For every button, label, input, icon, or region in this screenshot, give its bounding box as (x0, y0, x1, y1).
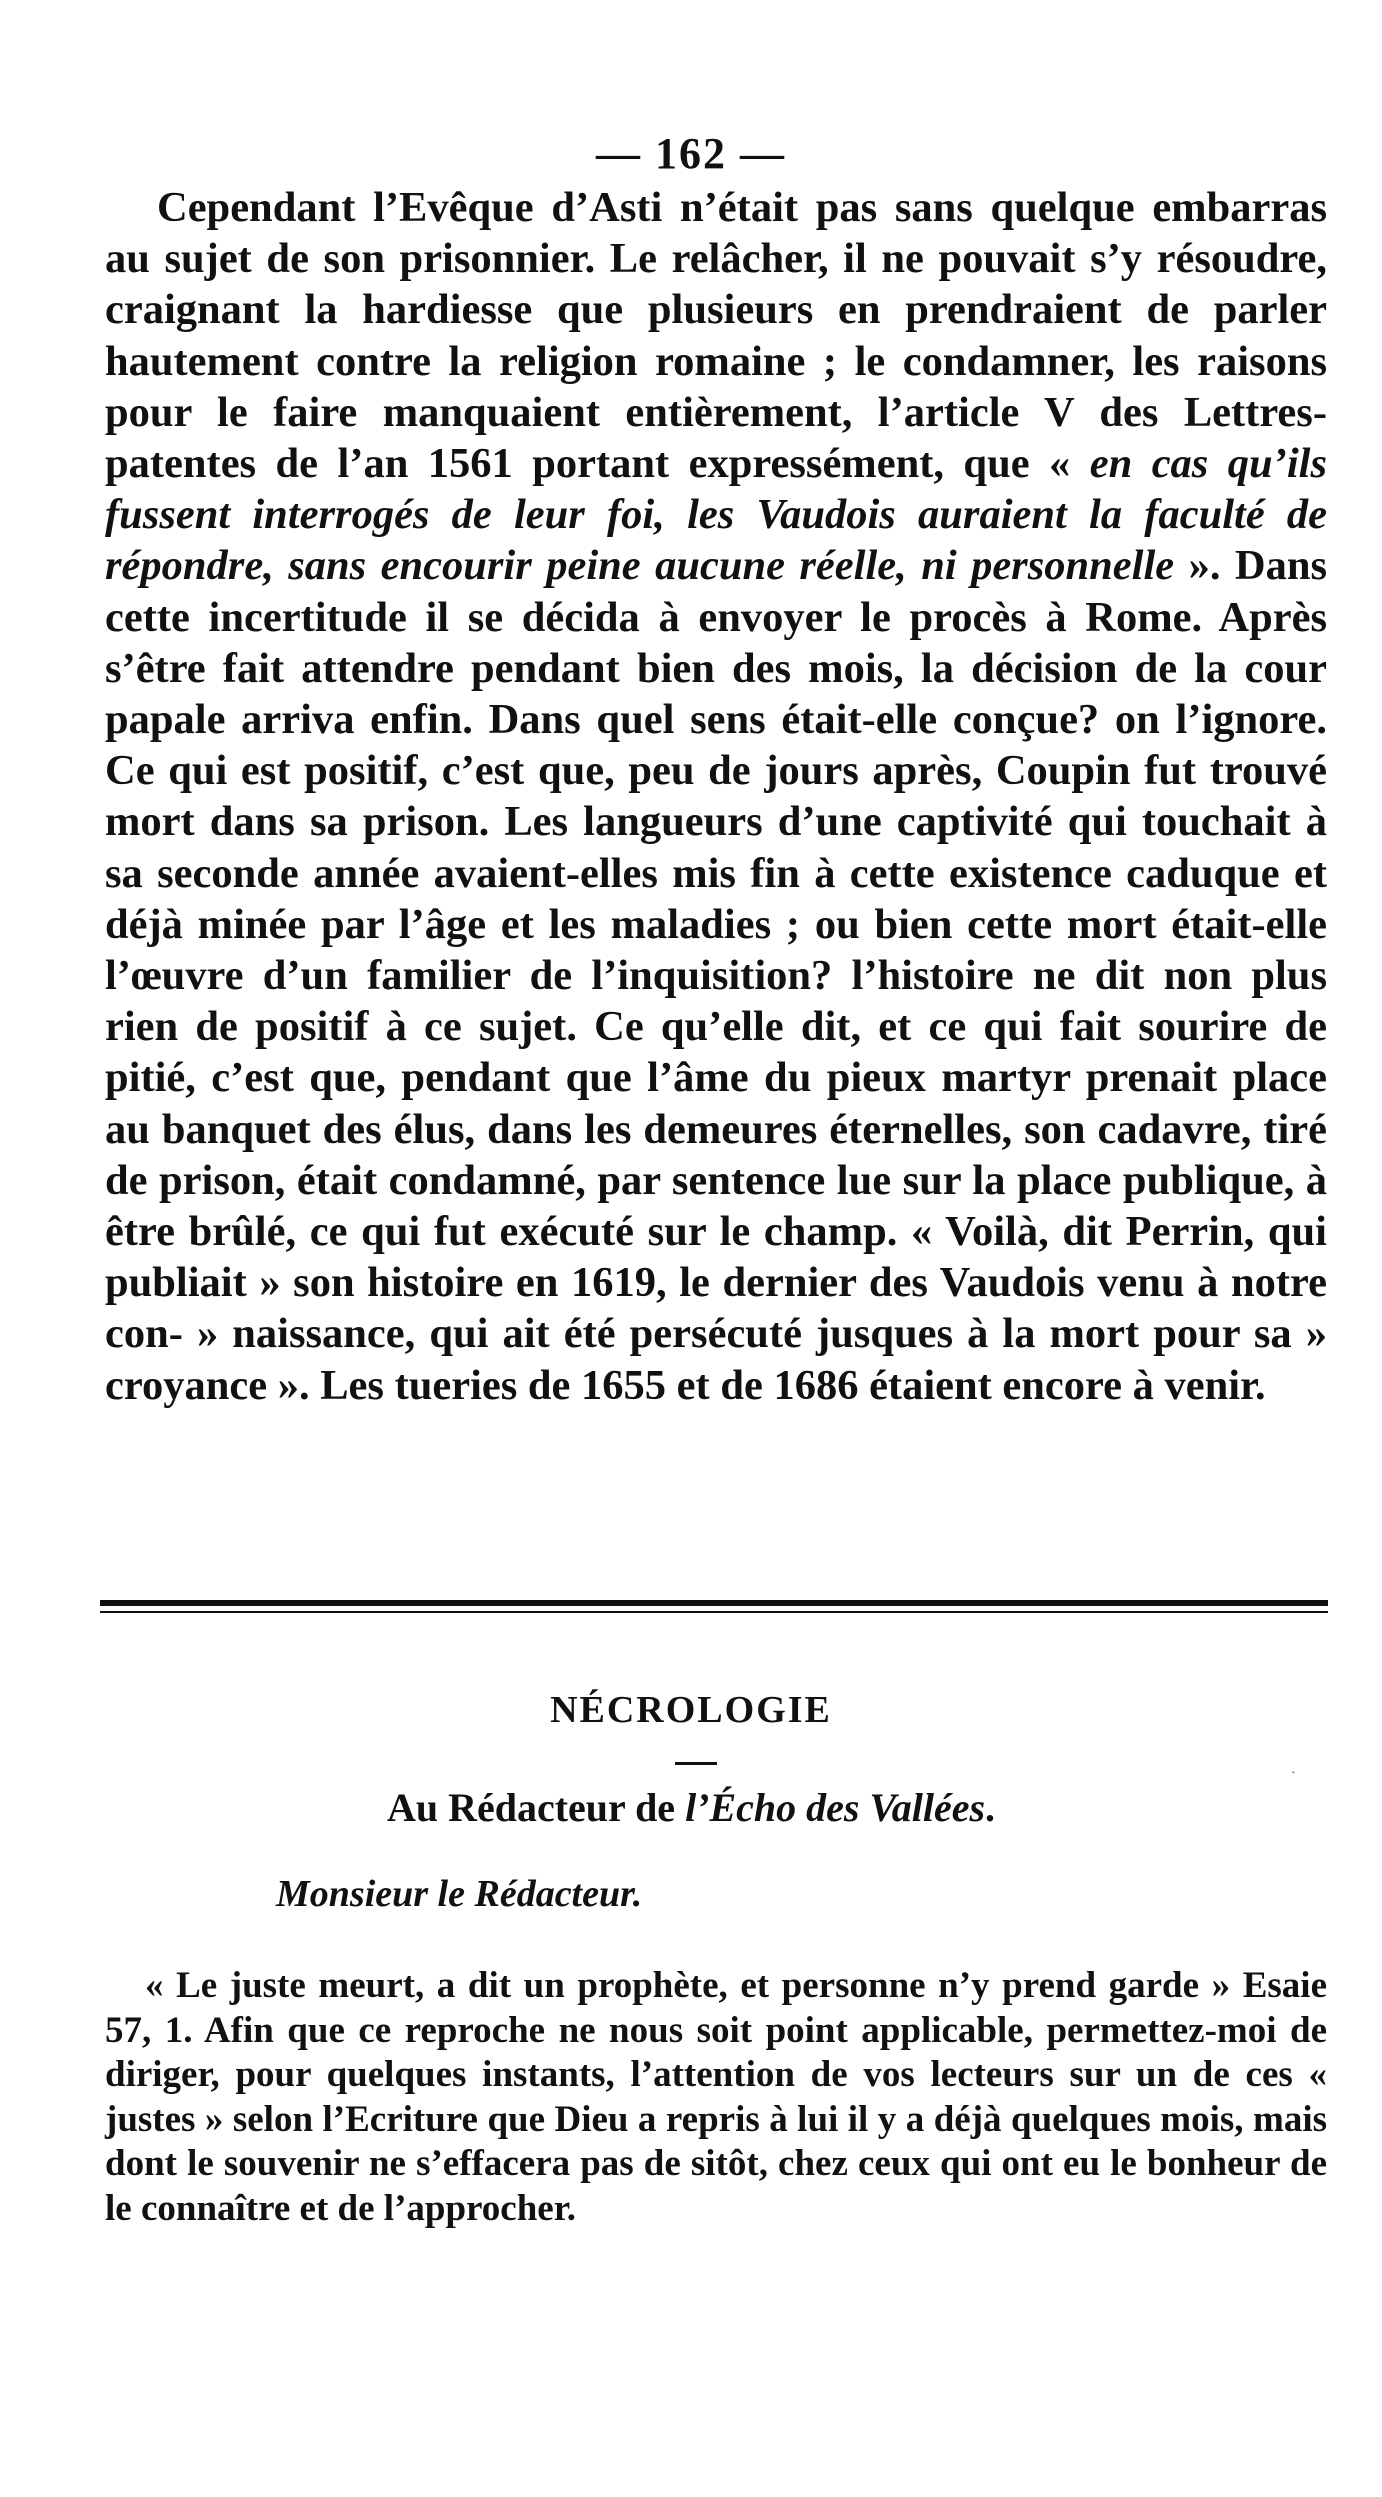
letter-salutation: Monsieur le Rédacteur. (276, 1873, 643, 1915)
page-number: — 162 — (596, 129, 786, 178)
letter-paragraph: « Le juste meurt, a dit un prophète, et personne n’y prend garde » Esaie 57, 1. Afin que ce reproche ne nous soit point applicable, permettez-moi de diriger, pour quelques instants, l’attention de vos lecteurs sur un de ces « justes » selon l’Ecriture que Dieu a repris à lui il y a déjà quelques mois, mais dont le souvenir ne s’effacera pas de sitôt, chez ceux qui ont eu le bonheur de le connaître et de l’approcher. (105, 1965, 1327, 2229)
letter-body (105, 1964, 1327, 2231)
subtitle-publication-name: l’Écho des Vallées (685, 1785, 986, 1830)
subtitle-period: . (985, 1785, 996, 1830)
paper-speck-decoration: · (1290, 1762, 1297, 1784)
title-underline-rule (675, 1762, 717, 1765)
section-divider (100, 1600, 1328, 1613)
letter-subtitle (0, 1784, 1382, 1831)
quoted-italic-text: en cas qu’ils fussent interrogés de leur foi, les Vaudois auraient la faculté de répondre, sans encourir peine aucune réelle, ni personnelle (105, 440, 1327, 590)
article-paragraph (105, 182, 1327, 1411)
subtitle-text: Au Rédacteur de (386, 1785, 686, 1830)
paragraph-text-part-2: ». Dans cette incertitude il se décida à envoyer le procès à Rome. Après s’être fait attendre pendant bien des mois, la décision de la cour papale arriva enfin. Dans quel sens était-elle conçue? on l’ignore. Ce qui est positif, c’est que, peu de jours après, Coupin fut trouvé mort dans sa prison. Les langueurs d’une captivité qui touchait à sa seconde année avaient-elles mis fin à cette existence caduque et déjà minée par l’âge et les maladies ; ou bien cette mort était-elle l’œuvre d’un familier de l’inquisition? l’histoire ne dit non plus rien de positif à ce sujet. Ce qu’elle dit, et ce qui fait sourire de pitié, c’est que, pendant que l’âme du pieux martyr prenait place au banquet des élus, dans les demeures éternelles, son cadavre, tiré de prison, était condamné, par sentence lue sur la place publique, à être brûlé, ce qui fut exécuté sur le champ. « Voilà, dit Perrin, qui publiait » son histoire en 1619, le dernier des Vaudois venu à notre con- » naissance, qui ait été persécuté jusques à la mort pour sa » croyance ». Les tueries de 1655 et de 1686 étaient encore à venir. (105, 542, 1327, 1409)
article-body (105, 182, 1327, 1411)
divider-thick-rule (100, 1600, 1328, 1606)
section-title: NÉCROLOGIE (550, 1689, 832, 1731)
divider-thin-rule (100, 1611, 1328, 1613)
paragraph-text-part-1: Cependant l’Evêque d’Asti n’était pas sans quelque embarras au sujet de son prisonnier. Le relâcher, il ne pouvait s’y résoudre, craignant la hardiesse que plusieurs en prendraient de parler hautement contre la religion romaine ; le condamner, les raisons pour le faire manquaient entièrement, l’article V des Lettres-patentes de l’an 1561 portant expressément, que « (105, 184, 1327, 488)
